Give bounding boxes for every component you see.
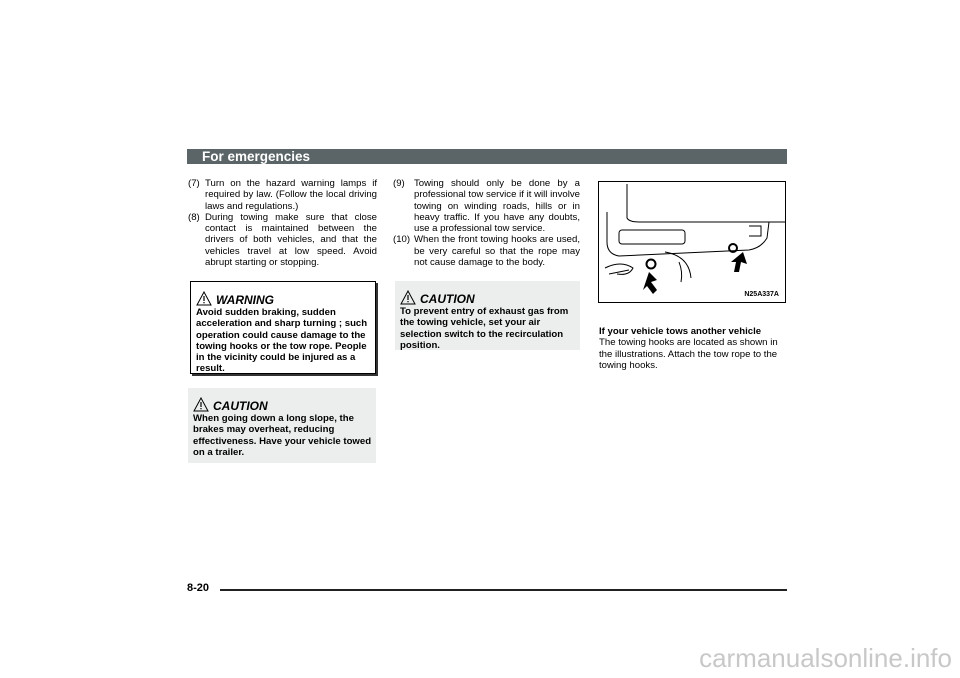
subsection-heading: If your vehicle tows another vehicle — [599, 326, 762, 337]
right-column — [599, 326, 788, 371]
warning-box — [190, 281, 376, 374]
caution-box — [395, 281, 580, 350]
watermark-text: carmanualsonline.info — [699, 643, 952, 673]
warning-text: Avoid sudden braking, sudden acceleration and sharp turning ; such operation could cause damage to the towing hooks or the tow rope. People in the vicinity could be injured as a result. — [196, 307, 368, 375]
subsection-text: The towing hooks are located as shown in the illustrations. Attach the tow rope to the towing hooks. — [599, 337, 778, 371]
section-title: For emergencies — [202, 149, 311, 164]
list-item — [188, 212, 377, 268]
warning-header — [196, 288, 371, 306]
caution-title: CAUTION — [420, 292, 475, 306]
caution-box — [188, 388, 376, 463]
list-item — [188, 178, 377, 212]
figure-code: N25A337A — [744, 291, 779, 298]
item-text: When the front towing hooks are used, be very careful so that the rope may not cause damage to the body. — [414, 234, 580, 269]
caution-triangle-icon — [193, 397, 209, 412]
item-number: (7) — [188, 178, 200, 189]
caution-triangle-icon — [400, 290, 416, 305]
page-number: 8-20 — [187, 582, 210, 594]
towing-hook-illustration — [598, 181, 786, 303]
caution-text: When going down a long slope, the brakes may overheat, reducing effectiveness. Have your vehicle towed on a trailer. — [193, 413, 372, 458]
middle-column — [393, 178, 580, 268]
section-header-bar — [187, 149, 787, 164]
caution-text: To prevent entry of exhaust gas from the towing vehicle, set your air selection switch to the recirculation position. — [400, 306, 569, 351]
item-number: (10) — [393, 234, 411, 246]
caution-header — [193, 394, 372, 412]
item-text: Turn on the hazard warning lamps if required by law. (Follow the local driving laws and regulations.) — [205, 178, 377, 212]
list-item — [393, 178, 580, 234]
item-number: (9) — [393, 178, 405, 189]
item-text: Towing should only be done by a professional tow service if it will involve towing on winding roads, hills or in heavy traffic. If you have any doubts, use a professional tow service. — [414, 178, 580, 235]
list-item — [393, 234, 580, 268]
warning-title: WARNING — [216, 293, 274, 307]
vehicle-rear-drawing — [599, 182, 785, 302]
item-text: During towing make sure that close contact is maintained between the drivers of both vehicles, and that the vehicles travel at low speed. Avoid abrupt starting or stopping. — [205, 211, 377, 269]
caution-title: CAUTION — [213, 399, 268, 413]
warning-triangle-icon — [196, 291, 212, 306]
caution-header — [400, 287, 576, 305]
footer-rule — [220, 589, 787, 591]
left-column — [188, 178, 377, 268]
item-number: (8) — [188, 211, 200, 223]
